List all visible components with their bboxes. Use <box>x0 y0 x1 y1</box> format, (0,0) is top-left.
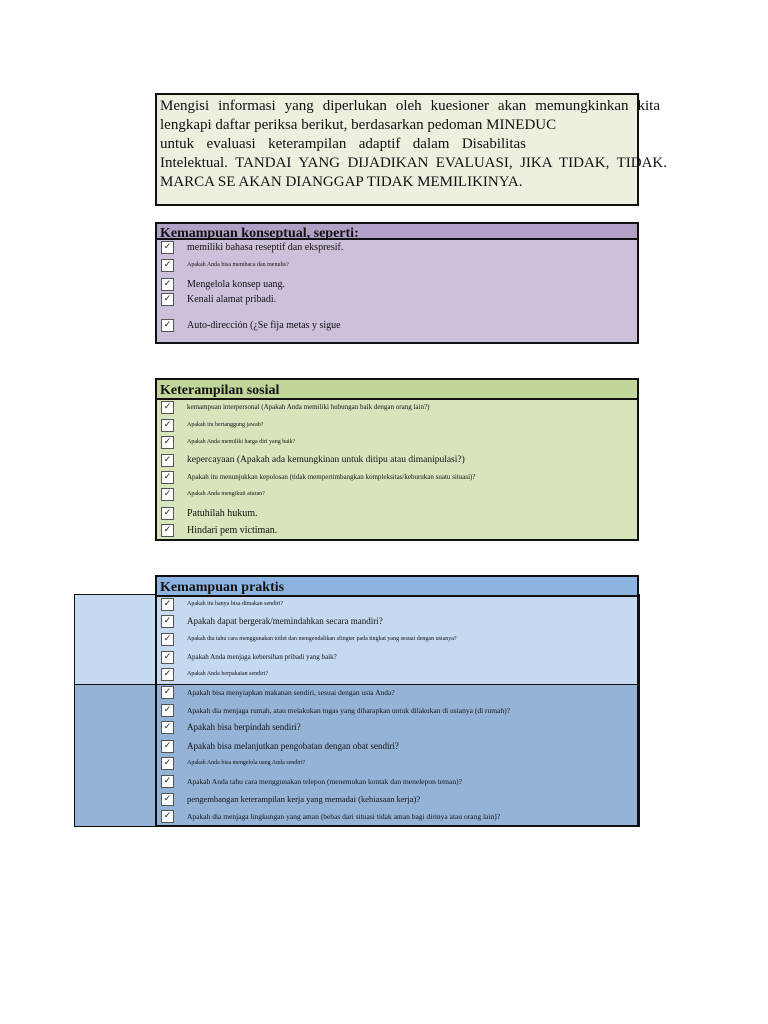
checkbox[interactable]: ✓ <box>161 668 174 681</box>
conceptual-item[interactable] <box>161 278 285 290</box>
social-item[interactable] <box>161 436 295 448</box>
item-label: Kenali alamat pribadi. <box>187 293 277 305</box>
practical-item[interactable] <box>161 721 301 733</box>
intro-line-3: untuk evaluasi keterampilan adaptif dalam Disabilitas <box>160 136 526 152</box>
social-section <box>155 378 639 541</box>
item-label: Apakah itu hanya bisa dimakan sendiri? <box>187 601 284 607</box>
conceptual-section <box>155 222 639 344</box>
item-label: Apakah Anda tahu cara menggunakan telepon (menemukan kontak dan menelepon teman)? <box>187 776 462 786</box>
checkbox[interactable]: ✓ <box>161 757 174 770</box>
item-label: memiliki bahasa reseptif dan ekspresif. <box>187 241 344 253</box>
practical-item[interactable] <box>161 598 283 610</box>
practical-section <box>155 575 639 827</box>
checkbox[interactable]: ✓ <box>161 615 174 628</box>
checkbox[interactable]: ✓ <box>161 488 174 501</box>
item-label: Apakah Anda berpakaian sendiri? <box>187 671 269 677</box>
practical-item[interactable] <box>161 668 268 680</box>
practical-item[interactable] <box>161 704 510 716</box>
item-label: Apakah Anda bisa mengelola uang Anda sendiri? <box>187 760 306 766</box>
item-label: Apakah Anda memiliki harga diri yang baik? <box>187 439 296 445</box>
checkbox[interactable]: ✓ <box>161 721 174 734</box>
intro-line-2: lengkapi daftar periksa berikut, berdasarkan pedoman MINEDUC <box>160 117 557 133</box>
practical-header <box>157 577 637 597</box>
item-label: Patuhilah hukum. <box>187 507 258 519</box>
item-label: Apakah Anda menjaga kebersihan pribadi yang baik? <box>187 653 337 661</box>
practical-item[interactable] <box>161 757 305 769</box>
checkbox[interactable]: ✓ <box>161 704 174 717</box>
item-label: kemampuan interpersonal (Apakah Anda memiliki hubungan baik dengan orang lain?) <box>187 403 430 411</box>
checkbox[interactable]: ✓ <box>161 633 174 646</box>
item-label: pengembangan keterampilan kerja yang memadai (kebiasaan kerja)? <box>187 794 421 804</box>
social-title: Keterampilan sosial <box>160 383 280 398</box>
item-label: Apakah itu bertanggung jawab? <box>187 422 264 428</box>
conceptual-item[interactable] <box>161 293 276 305</box>
item-label: Apakah dia tahu cara menggunakan toilet dan mengendalikan sfingter pada tingkat yang sesuai dengan usianya? <box>187 636 457 642</box>
checkbox[interactable]: ✓ <box>161 241 174 254</box>
item-label: Apakah dapat bergerak/memindahkan secara mandiri? <box>187 616 383 626</box>
social-item[interactable] <box>161 454 465 466</box>
conceptual-header <box>157 224 637 240</box>
checkbox[interactable]: ✓ <box>161 436 174 449</box>
practical-item[interactable] <box>161 615 383 627</box>
item-label: kepercayaan (Apakah ada kemungkinan untuk ditipu atau dimanipulasi?) <box>187 455 465 465</box>
practical-item[interactable] <box>161 793 420 805</box>
item-label: Apakah bisa menyiapkan makanan sendiri, sesuai dengan usia Anda? <box>187 687 395 697</box>
conceptual-title: Kemampuan konseptual, seperti: <box>160 226 359 241</box>
checkbox[interactable]: ✓ <box>161 775 174 788</box>
checkbox[interactable]: ✓ <box>161 507 174 520</box>
practical-item[interactable] <box>161 686 395 698</box>
item-label: Apakah dia menjaga lingkungan yang aman (bebas dari situasi tidak aman bagi dirinya atau orang lain)? <box>187 811 501 821</box>
item-label: Mengelola konsep uang. <box>187 278 286 290</box>
checkbox[interactable]: ✓ <box>161 259 174 272</box>
social-item[interactable] <box>161 488 265 500</box>
checkbox[interactable]: ✓ <box>161 740 174 753</box>
checkbox[interactable]: ✓ <box>161 651 174 664</box>
social-item[interactable] <box>161 524 277 536</box>
social-item[interactable] <box>161 401 429 413</box>
practical-item[interactable] <box>161 810 500 822</box>
item-label: Apakah bisa berpindah sendiri? <box>187 722 301 732</box>
checkbox[interactable]: ✓ <box>161 454 174 467</box>
checkbox[interactable]: ✓ <box>161 471 174 484</box>
item-label: Auto-dirección (¿Se fija metas y sigue <box>187 319 341 331</box>
social-item[interactable] <box>161 471 476 483</box>
checkbox[interactable]: ✓ <box>161 686 174 699</box>
practical-item[interactable] <box>161 651 337 663</box>
item-label: Apakah dia menjaga rumah, atau melakukan tugas yang diharapkan untuk dilakukan di usianya (di rumah)? <box>187 705 511 715</box>
checkbox[interactable]: ✓ <box>161 293 174 306</box>
social-item[interactable] <box>161 419 263 431</box>
conceptual-item[interactable] <box>161 241 343 253</box>
checkbox[interactable]: ✓ <box>161 810 174 823</box>
intro-line-5: MARCA SE AKAN DIANGGAP TIDAK MEMILIKINYA. <box>160 174 523 190</box>
checkbox[interactable]: ✓ <box>161 419 174 432</box>
checkbox[interactable]: ✓ <box>161 793 174 806</box>
item-label: Apakah itu menunjukkan kepolosan (tidak mempertimbangkan kompleksitas/keburukan suatu situasi)? <box>187 473 476 481</box>
checkbox[interactable]: ✓ <box>161 401 174 414</box>
social-item[interactable] <box>161 507 258 519</box>
item-label: Apakah bisa melanjutkan pengobatan dengan obat sendiri? <box>187 741 399 751</box>
item-label: Hindari pem victiman. <box>187 524 278 536</box>
checkbox[interactable]: ✓ <box>161 524 174 537</box>
checkbox[interactable]: ✓ <box>161 598 174 611</box>
checkbox[interactable]: ✓ <box>161 278 174 291</box>
item-label: Apakah Anda mengikuti aturan? <box>187 491 265 497</box>
conceptual-item[interactable] <box>161 259 289 271</box>
intro-line-4: Intelektual. TANDAI YANG DIJADIKAN EVALUASI, JIKA TIDAK, TIDAK. <box>160 155 667 171</box>
item-label: Apakah Anda bisa membaca dan menulis? <box>187 262 289 268</box>
intro-line-1: Mengisi informasi yang diperlukan oleh kuesioner akan memungkinkan kita <box>160 98 660 114</box>
intro-box <box>155 93 667 206</box>
practical-title: Kemampuan praktis <box>160 580 285 595</box>
practical-item[interactable] <box>161 633 457 645</box>
checkbox[interactable]: ✓ <box>161 319 174 332</box>
practical-item[interactable] <box>161 775 462 787</box>
practical-item[interactable] <box>161 740 399 752</box>
social-header <box>157 380 637 400</box>
conceptual-item[interactable] <box>161 319 341 331</box>
